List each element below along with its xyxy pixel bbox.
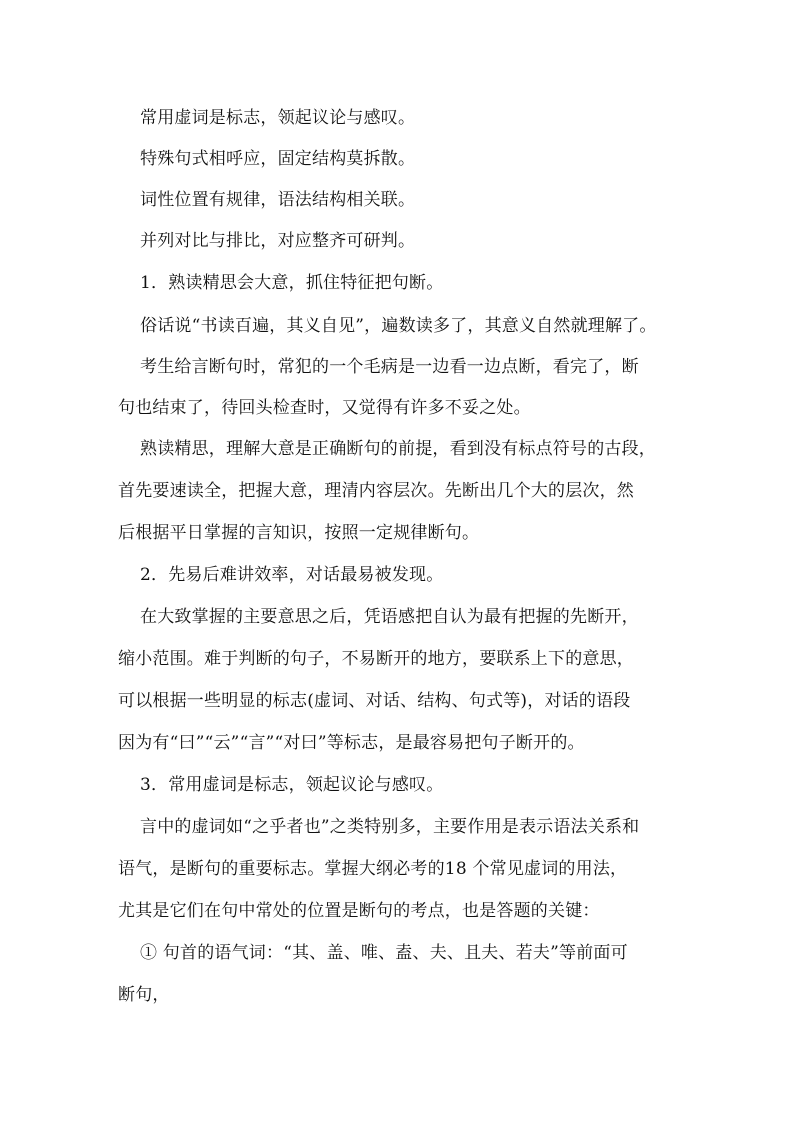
section-heading-3: 3．常用虚词是标志，领起议论与感叹。 (140, 775, 444, 795)
paragraph-line: 句也结束了，待回头检查时，又觉得有许多不妥之处。 (118, 398, 531, 418)
paragraph-line: 可以根据一些明显的标志(虚词、对话、结构、句式等)，对话的语段 (118, 691, 631, 711)
paragraph-line: 缩小范围。难于判断的句子，不易断开的地方，要联系上下的意思， (118, 649, 634, 669)
section-heading-2: 2．先易后难讲效率，对话最易被发现。 (140, 565, 444, 585)
verse-line-4: 并列对比与排比，对应整齐可研判。 (140, 231, 416, 251)
paragraph-line: 言中的虚词如“之乎者也”之类特别多，主要作用是表示语法关系和 (140, 817, 640, 837)
paragraph-line: 俗话说“书读百遍，其义自见”，遍数读多了，其意义自然就理解了。 (140, 316, 657, 336)
verse-line-1: 常用虚词是标志，领起议论与感叹。 (140, 108, 416, 128)
verse-line-2: 特殊句式相呼应，固定结构莫拆散。 (140, 149, 416, 169)
paragraph-line: 语气，是断句的重要标志。掌握大纲必考的18 个常见虚词的用法， (118, 859, 628, 879)
paragraph-line: 首先要速读全，把握大意，理清内容层次。先断出几个大的层次，然 (118, 481, 634, 501)
paragraph-line: 考生给言断句时，常犯的一个毛病是一边看一边点断，看完了，断 (140, 357, 639, 377)
section-heading-1: 1．熟读精思会大意，抓住特征把句断。 (140, 273, 444, 293)
verse-line-3: 词性位置有规律，语法结构相关联。 (140, 190, 416, 210)
paragraph-line: 后根据平日掌握的言知识，按照一定规律断句。 (118, 523, 480, 543)
list-item-1-continuation: 断句， (118, 985, 170, 1005)
paragraph-line: 因为有“曰”“云”“言”“对曰”等标志，是最容易把句子断开的。 (118, 733, 585, 753)
paragraph-line: 在大致掌握的主要意思之后，凭语感把自认为最有把握的先断开， (140, 607, 639, 627)
list-item-1: ① 句首的语气词：“其、盖、唯、盍、夫、且夫、若夫”等前面可 (140, 943, 628, 963)
paragraph-line: 尤其是它们在句中常处的位置是断句的考点，也是答题的关键： (118, 901, 600, 921)
paragraph-line: 熟读精思，理解大意是正确断句的前提，看到没有标点符号的古段， (140, 439, 656, 459)
